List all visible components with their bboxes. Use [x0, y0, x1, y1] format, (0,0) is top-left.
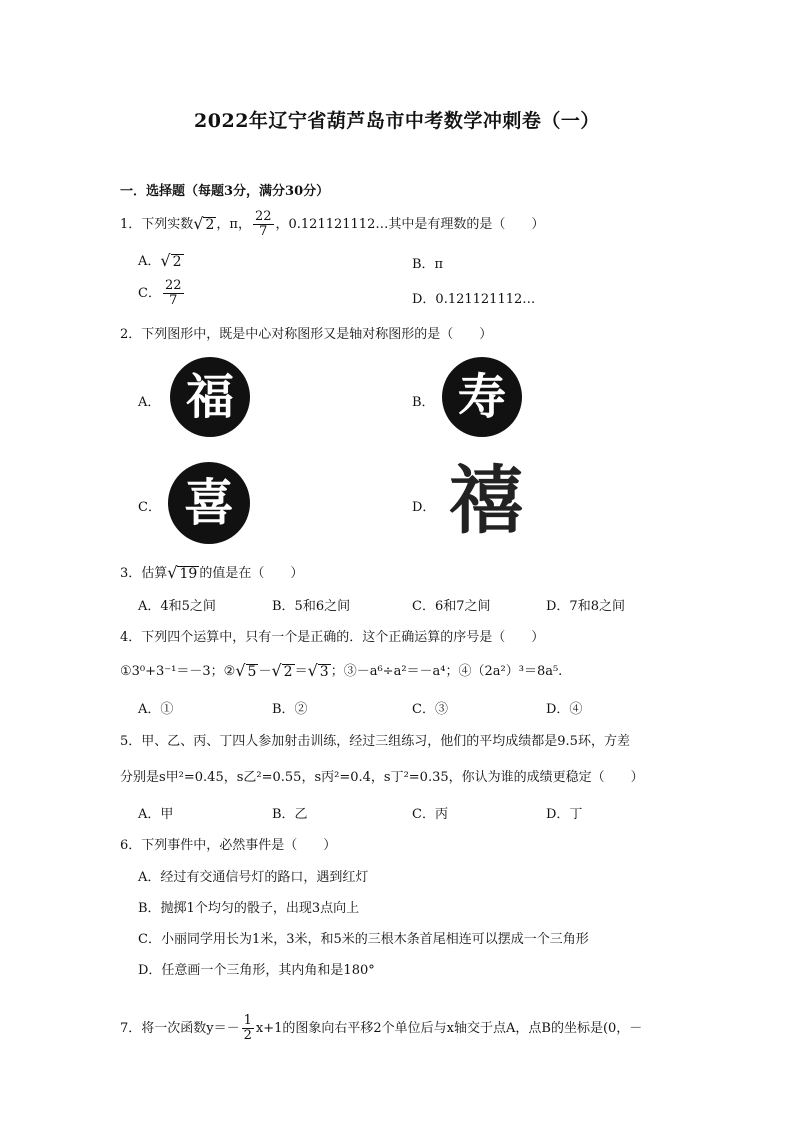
q6-option-c: C．小丽同学用长为1米，3米，和5米的三根木条首尾相连可以摆成一个三角形 — [138, 932, 589, 947]
q5-option-b: B．乙 — [272, 807, 308, 822]
xi-seal-icon — [166, 460, 252, 546]
shou-seal-icon — [440, 355, 524, 439]
svg-text:喜: 喜 — [184, 474, 234, 532]
question-5-line-1: 5．甲、乙、丙、丁四人参加射击训练，经过三组练习，他们的平均成绩都是9.5环，方差 — [120, 734, 630, 749]
q5-option-d: D．丁 — [546, 807, 583, 822]
q2-option-c: C． — [138, 500, 161, 515]
section-heading: 一．选择题（每题3分，满分30分） — [120, 184, 330, 199]
svg-text:福: 福 — [185, 369, 235, 425]
q2-option-d: D． — [412, 500, 436, 515]
question-5-line-2: 分别是s甲²=0.45，s乙²=0.55，s丙²=0.4，s丁²=0.35，你认为谁的成绩更稳定（ ） — [120, 770, 644, 785]
q3-option-a: A．4和5之间 — [138, 599, 216, 614]
q3-option-b: B．5和6之间 — [272, 599, 351, 614]
q6-option-b: B．抛掷1个均匀的骰子，出现3点向上 — [138, 901, 360, 916]
q5-option-a: A．甲 — [138, 807, 174, 822]
q1-option-b: B．π — [412, 257, 444, 272]
q4-option-a: A．① — [138, 702, 174, 717]
q3-option-d: D．7和8之间 — [546, 599, 625, 614]
question-2: 2．下列图形中，既是中心对称图形又是轴对称图形的是（ ） — [120, 327, 493, 342]
q4-option-c: C．③ — [412, 702, 448, 717]
q1-text-pi: ，π， — [216, 217, 251, 232]
q1-option-a: A．√ 2 — [138, 251, 182, 270]
question-4: 4．下列四个运算中，只有一个是正确的．这个正确运算的序号是（ ） — [120, 630, 545, 645]
q1-option-c: C． $\frac{22}{7}$ — [138, 278, 182, 308]
q1-option-d: D．0.121121112… — [412, 292, 536, 307]
q1-text-pre: 1．下列实数 — [120, 217, 194, 232]
q6-option-d: D．任意画一个三角形，其内角和是180° — [138, 963, 375, 978]
xi-character-icon — [444, 458, 528, 542]
sqrt-expression: √ 2 — [193, 214, 215, 233]
fu-seal-icon — [168, 355, 252, 439]
svg-text:禧: 禧 — [449, 458, 523, 542]
question-7: 7．将一次函数y＝－ $\frac{1}{2}$ x+1的图象向右平移2个单位后与x轴交于点A，点B的坐标是(0，－ — [120, 1013, 643, 1043]
svg-text:寿: 寿 — [457, 369, 507, 425]
q6-option-a: A．经过有交通信号灯的路口，遇到红灯 — [138, 870, 369, 885]
q2-option-a: A． — [138, 395, 161, 410]
q5-option-c: C．丙 — [412, 807, 448, 822]
fraction: $\frac{22}{7}$ — [254, 209, 272, 239]
question-6: 6．下列事件中，必然事件是（ ） — [120, 838, 337, 853]
q2-option-b: B． — [412, 395, 435, 410]
q4-expressions: ①3⁰+3⁻¹＝－3；②√ 5 －√ 2 ＝√ 3 ；③－a⁶÷a²＝－a⁴；④（2a²）³＝8a⁵. — [120, 661, 563, 680]
q4-option-b: B．② — [272, 702, 308, 717]
page-title: 2022年辽宁省葫芦岛市中考数学冲刺卷（一） — [194, 110, 600, 132]
q4-option-d: D．④ — [546, 702, 583, 717]
q1-text-post: ，0.121121112…其中是有理数的是（ ） — [275, 217, 545, 232]
question-3: 3．估算√ 19 的值是在（ ） — [120, 563, 304, 582]
q3-option-c: C．6和7之间 — [412, 599, 491, 614]
question-1 — [120, 210, 544, 239]
